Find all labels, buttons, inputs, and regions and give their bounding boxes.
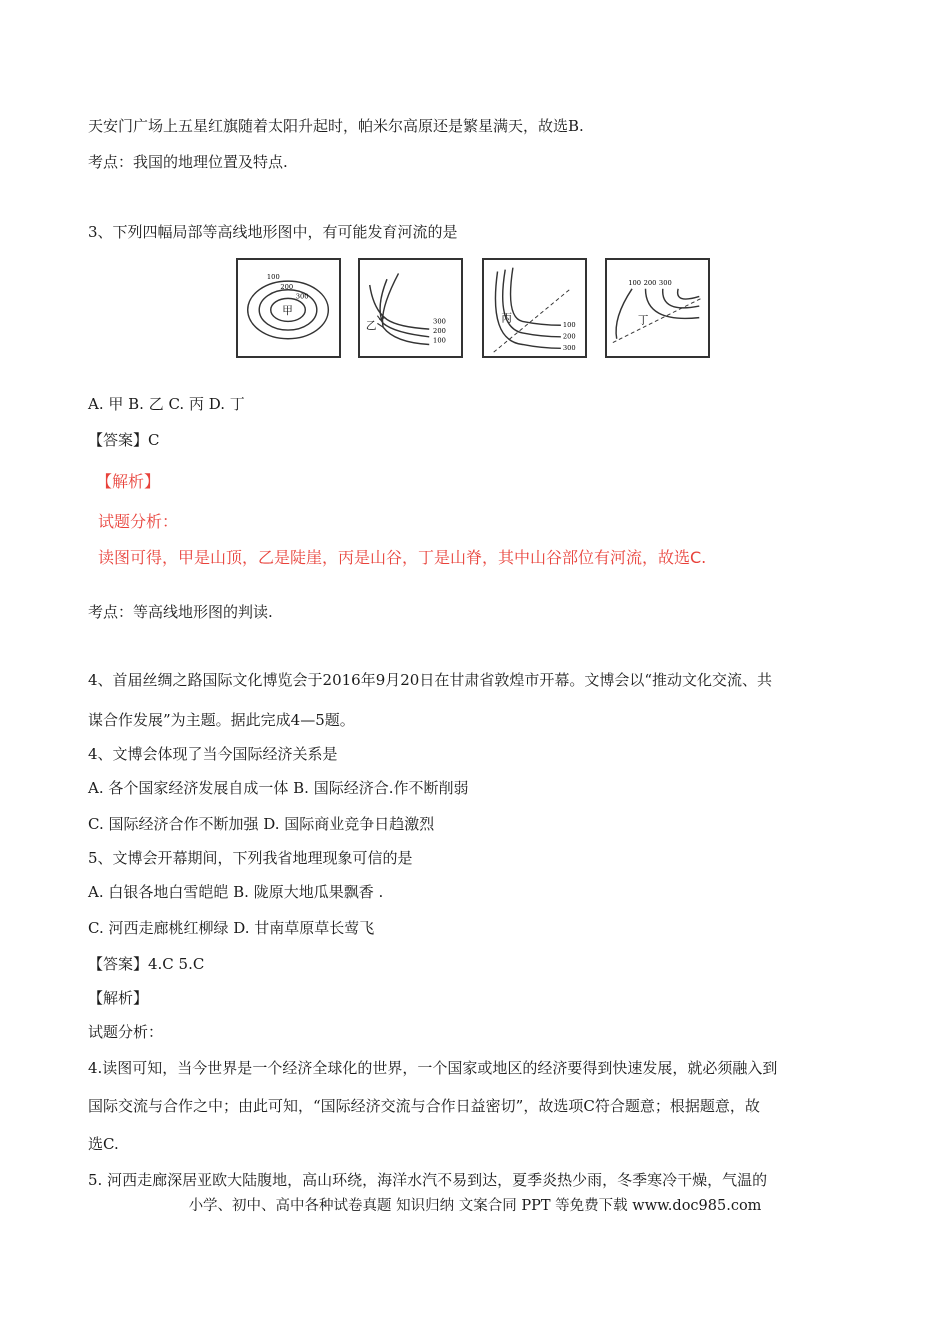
question-5-options-ab: A. 白银各地白雪皑皑 B. 陇原大地瓜果飘香 . bbox=[88, 883, 384, 901]
question-3: 3、下列四幅局部等高线地形图中，有可能发育河流的是 bbox=[88, 223, 458, 241]
contour-figures bbox=[236, 258, 716, 360]
figure-yi-contour-100: 100 bbox=[433, 336, 446, 345]
explanation-4-line-2: 国际交流与合作之中；由此可知，“国际经济交流与合作日益密切”，故选项C符合题意；根据题意，故 bbox=[88, 1097, 760, 1115]
figure-bing-contour-200: 200 bbox=[562, 332, 576, 341]
figure-yi-contour-300: 300 bbox=[433, 317, 446, 326]
figure-bing-contour-300: 300 bbox=[562, 344, 576, 353]
page-footer: 小学、初中、高中各种试卷真题 知识归纳 文案合同 PPT 等免费下载 www.doc985.com bbox=[188, 1198, 762, 1214]
figure-jia bbox=[236, 258, 341, 358]
figure-jia-contour-100: 100 bbox=[266, 273, 280, 282]
question-3-explanation: 读图可得，甲是山顶，乙是陡崖，丙是山谷，丁是山脊，其中山谷部位有河流，故选C. bbox=[98, 548, 707, 567]
question-5-options-cd: C. 河西走廊桃红柳绿 D. 甘南草原草长莺飞 bbox=[88, 919, 375, 937]
figure-yi bbox=[358, 258, 463, 358]
question-4-options-ab: A. 各个国家经济发展自成一体 B. 国际经济合.作不断削弱 bbox=[88, 779, 469, 797]
figure-ding-contour-200: 200 bbox=[643, 278, 657, 287]
figure-bing-label: 丙 bbox=[501, 312, 512, 325]
figure-bing-contour-100: 100 bbox=[562, 321, 576, 330]
question-3-options: A. 甲 B. 乙 C. 丙 D. 丁 bbox=[88, 395, 245, 413]
figure-ding-contour-300: 300 bbox=[658, 278, 672, 287]
explanation-5-line-1: 5. 河西走廊深居亚欧大陆腹地，高山环绕，海洋水汽不易到达，夏季炎热少雨，冬季寒冷干燥，气温的 bbox=[88, 1171, 768, 1189]
doc-line-1: 天安门广场上五星红旗随着太阳升起时，帕米尔高原还是繁星满天，故选B. bbox=[88, 117, 584, 135]
question-45-analysis-sub: 试题分析： bbox=[88, 1023, 164, 1041]
question-4: 4、文博会体现了当今国际经济关系是 bbox=[88, 745, 338, 763]
figure-jia-label: 甲 bbox=[282, 304, 293, 317]
doc-line-2: 考点：我国的地理位置及特点. bbox=[88, 153, 288, 171]
question-3-keypoint: 考点：等高线地形图的判读. bbox=[88, 603, 273, 621]
explanation-4-line-3: 选C. bbox=[88, 1135, 119, 1153]
figure-jia-contour-300: 300 bbox=[295, 292, 309, 301]
question-4-intro-2: 谋合作发展”为主题。据此完成4—5题。 bbox=[88, 711, 355, 729]
question-3-analysis-sub: 试题分析： bbox=[98, 512, 179, 531]
figure-ding-label: 丁 bbox=[637, 314, 649, 327]
explanation-4-line-1: 4.读图可知，当今世界是一个经济全球化的世界，一个国家或地区的经济要得到快速发展，就必须融入到 bbox=[88, 1059, 778, 1077]
figure-bing bbox=[482, 258, 587, 358]
figure-ding bbox=[605, 258, 710, 358]
question-45-answer: 【答案】4.C 5.C bbox=[88, 955, 205, 973]
question-5: 5、文博会开幕期间，下列我省地理现象可信的是 bbox=[88, 849, 413, 867]
figure-ding-contour-100: 100 bbox=[628, 278, 642, 287]
figure-yi-contour-200: 200 bbox=[433, 326, 446, 335]
figure-yi-label: 乙 bbox=[365, 320, 377, 333]
question-4-options-cd: C. 国际经济合作不断加强 D. 国际商业竞争日趋激烈 bbox=[88, 815, 435, 833]
question-4-intro-1: 4、首届丝绸之路国际文化博览会于2016年9月20日在甘肃省敦煌市开幕。文博会以“推动文化交流、共 bbox=[88, 671, 773, 689]
question-45-analysis-heading: 【解析】 bbox=[88, 989, 149, 1007]
figure-jia-contour-200: 200 bbox=[280, 282, 294, 291]
question-3-answer: 【答案】C bbox=[88, 431, 160, 449]
question-3-analysis-heading: 【解析】 bbox=[96, 472, 161, 491]
